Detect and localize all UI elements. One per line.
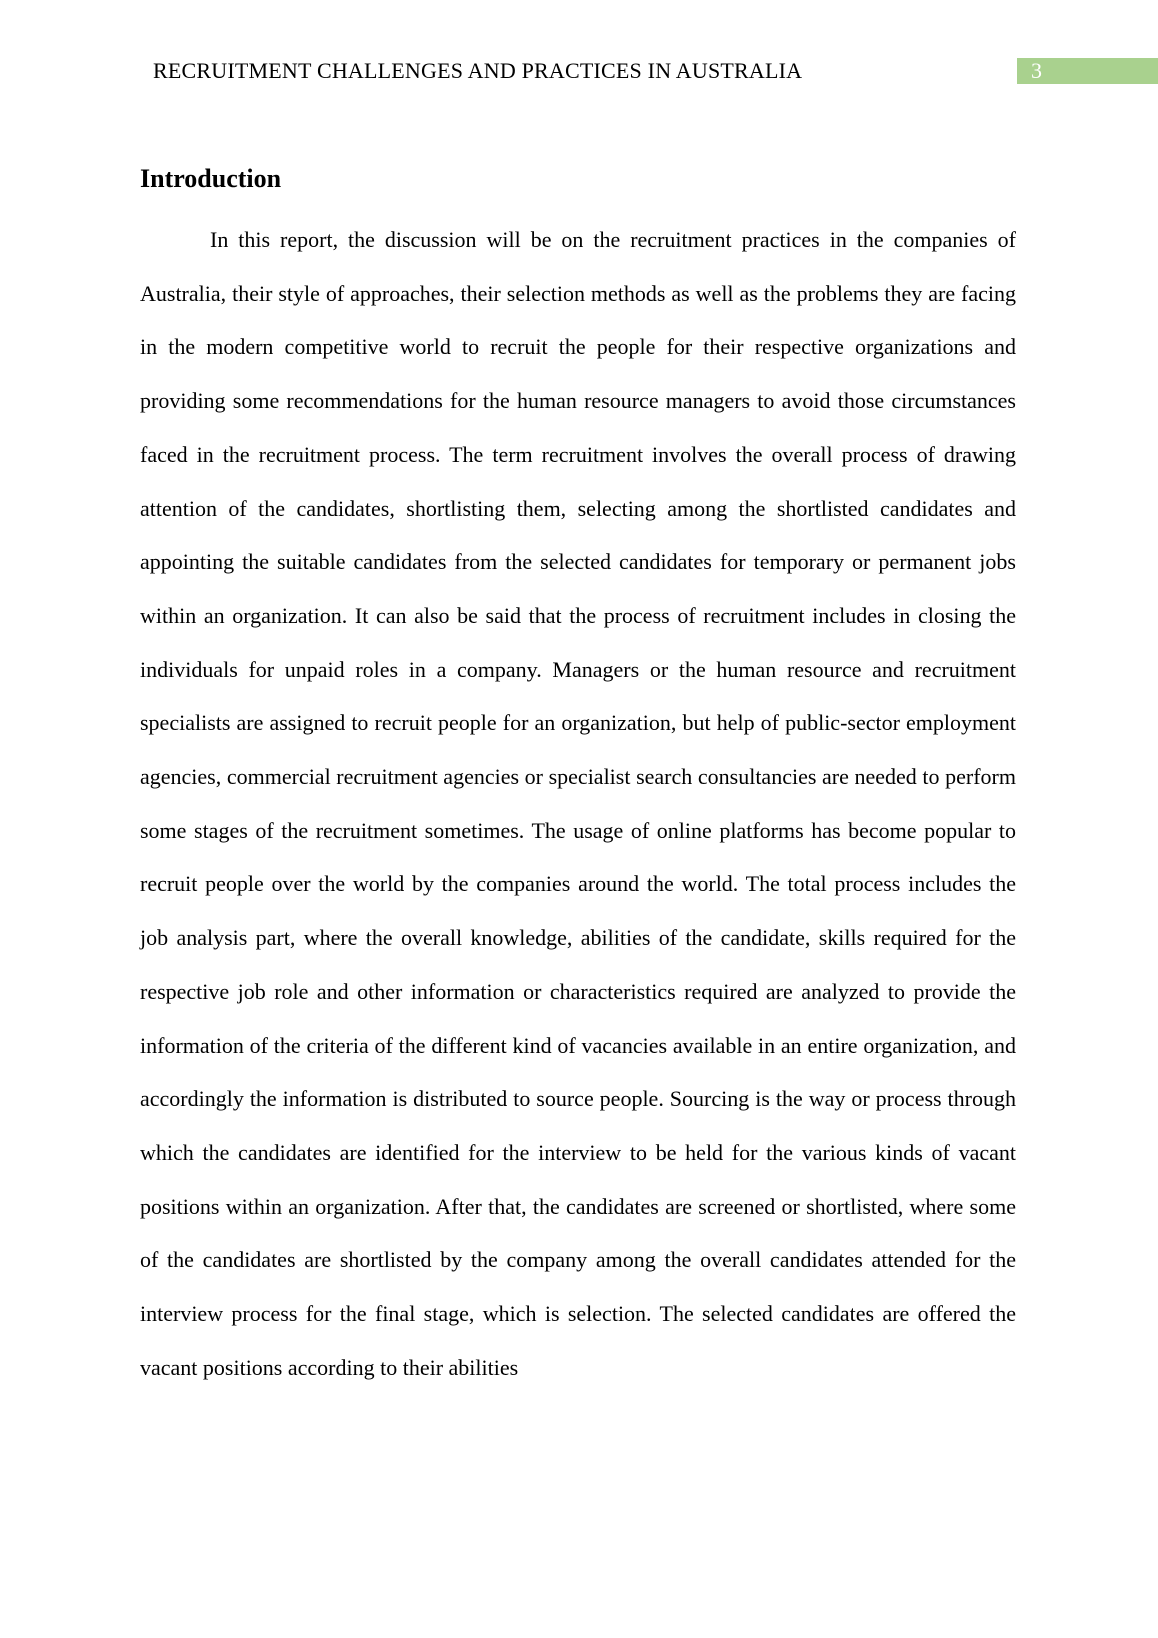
body-paragraph: In this report, the discussion will be on the recruitment practices in the companies of Australia, their style of approaches, their selection methods as well as the problems they are facing in the modern competitive world to recruit the people for their respective organizations and providing some recommendations for the human resource managers to avoid those circumstances faced in the recruitment process. The term recruitment involves the overall process of drawing attention of the candidates, shortlisting them, selecting among the shortlisted candidates and appointing the suitable candidates from the selected candidates for temporary or permanent jobs within an organization. It can also be said that the process of recruitment includes in closing the individuals for unpaid roles in a company. Managers or the human resource and recruitment specialists are assigned to recruit people for an organization, but help of public-sector employment agencies, commercial recruitment agencies or specialist search consultancies are needed to perform some stages of the recruitment sometimes. The usage of online platforms has become popular to recruit people over the world by the companies around the world. The total process includes the job analysis part, where the overall knowledge, abilities of the candidate, skills required for the respective job role and other information or characteristics required are analyzed to provide the information of the criteria of the different kind of vacancies available in an entire organization, and accordingly the information is distributed to source people. Sourcing is the way or process through which the candidates are identified for the interview to be held for the various kinds of vacant positions within an organization. After that, the candidates are screened or shortlisted, where some of the candidates are shortlisted by the company among the overall candidates attended for the interview process for the final stage, which is selection. The selected candidates are offered the vacant positions according to their abilities: [140, 227, 1016, 1380]
page-number-badge: [1017, 58, 1158, 84]
section-heading: Introduction: [140, 164, 282, 193]
page-number: 3: [1031, 58, 1042, 83]
running-head: RECRUITMENT CHALLENGES AND PRACTICES IN AUSTRALIA: [153, 58, 803, 83]
